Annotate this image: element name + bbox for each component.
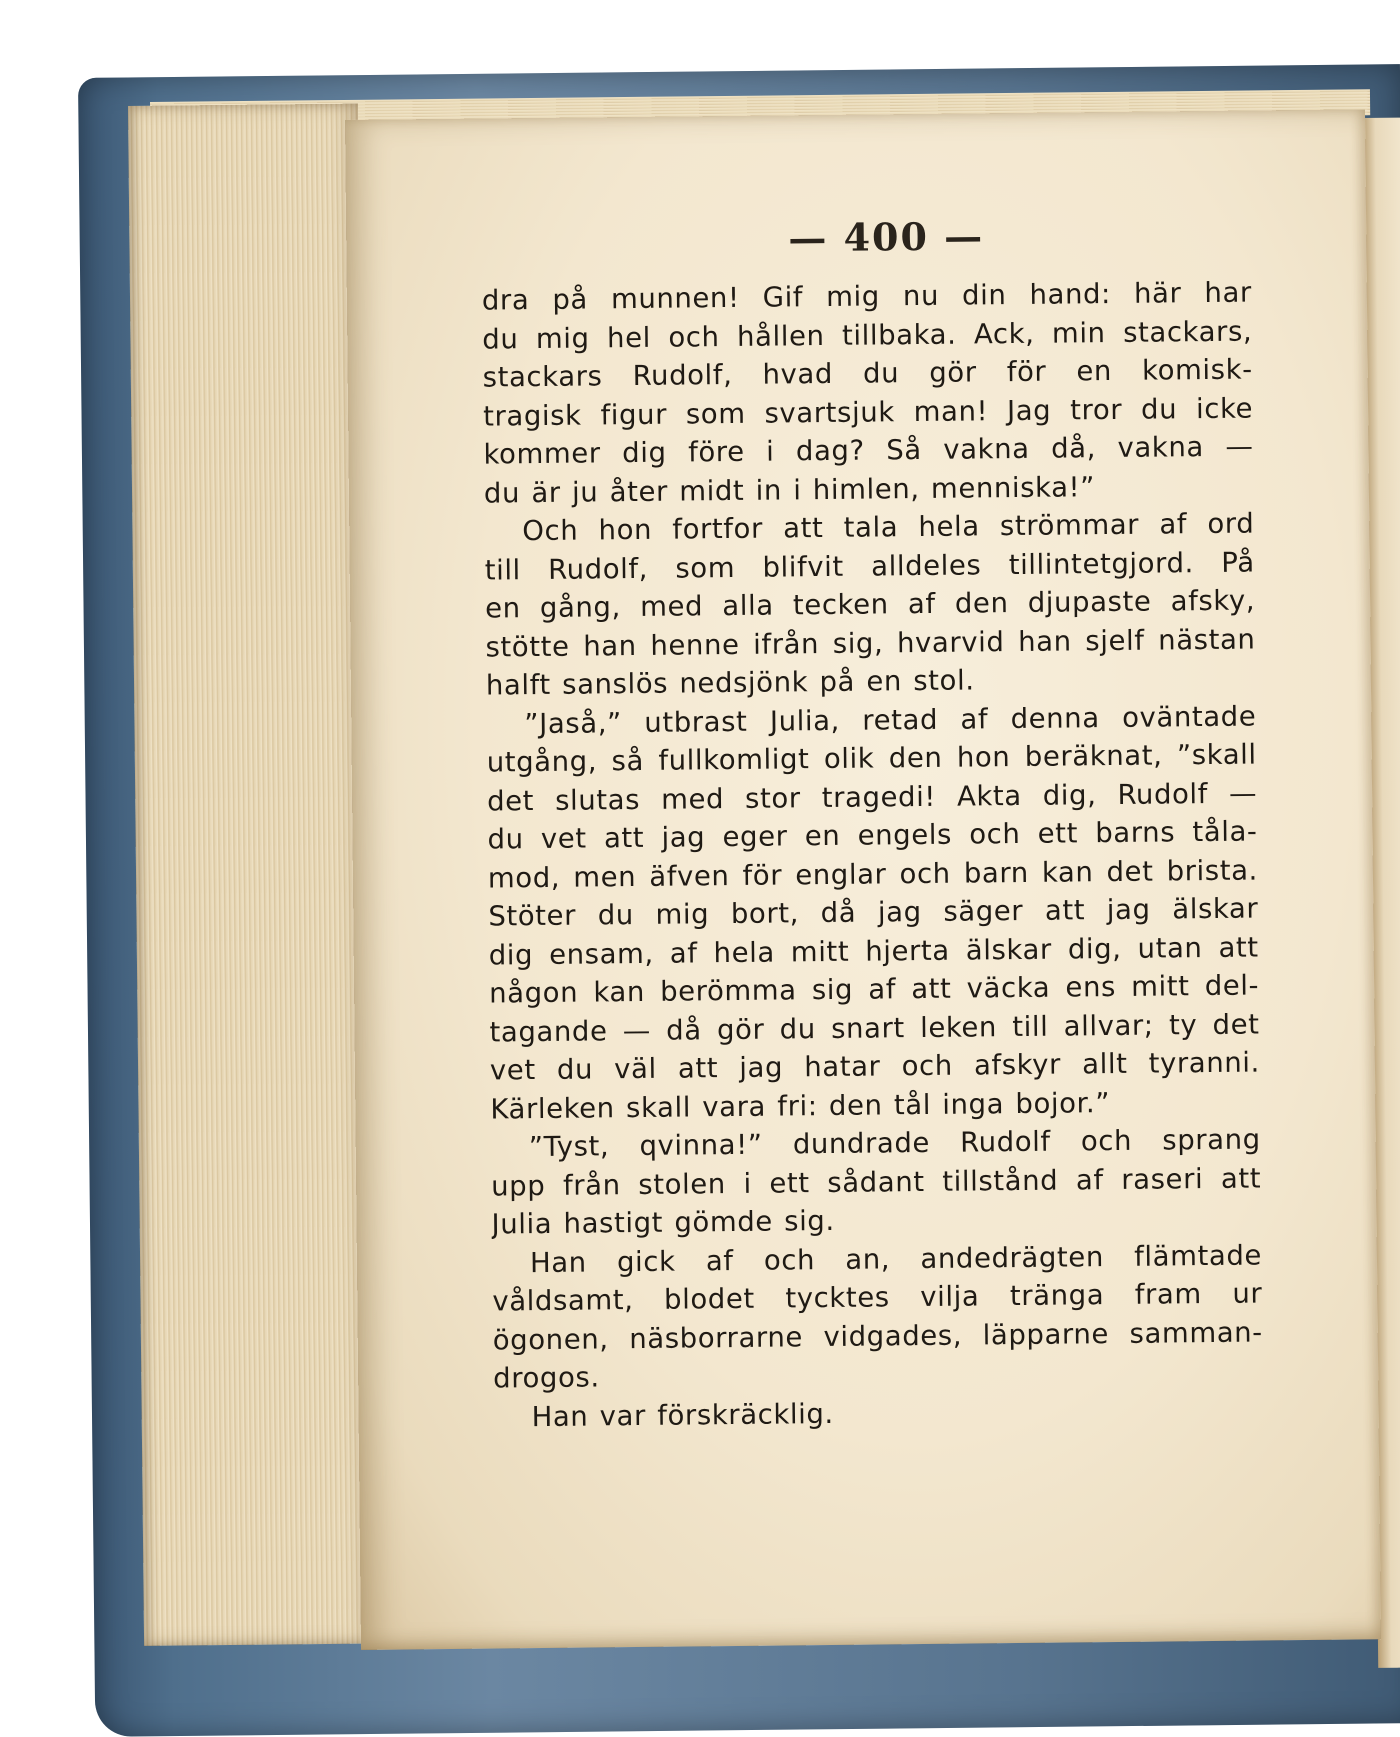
text-line: halft sanslös nedsjönk på en stol. bbox=[485, 664, 975, 702]
page-number: — 400 — bbox=[788, 213, 985, 261]
text-line: Och hon fortfor att tala hela strömmar af ord bbox=[522, 507, 1255, 548]
text-line: ”Tyst, qvinna!” dundrade Rudolf och sprang bbox=[528, 1123, 1261, 1164]
text-line: drogos. bbox=[493, 1361, 600, 1395]
text-line: upp från stolen i ett sådant tillstånd af raseri att bbox=[491, 1161, 1262, 1203]
text-line: Julia hastigt gömde sig. bbox=[491, 1204, 835, 1241]
text-line: dra på munnen! Gif mig nu din hand: här har bbox=[481, 276, 1253, 317]
text-line: Stöter du mig bort, då jag säger att jag älskar bbox=[488, 892, 1259, 933]
text-line: mod, men äfven för englar och barn kan det brista. bbox=[487, 853, 1259, 895]
text-line: Han var förskräcklig. bbox=[531, 1397, 834, 1433]
page-text-block bbox=[481, 211, 1264, 1437]
text-line: du mig hel och hållen tillbaka. Ack, min stackars, bbox=[482, 315, 1253, 356]
text-line: vet du väl att jag hatar och afskyr allt tyranni. bbox=[489, 1046, 1261, 1087]
text-line: dig ensam, af hela mitt hjerta älskar dig, utan att bbox=[488, 930, 1259, 972]
text-line: det slutas med stor tragedi! Akta dig, Rudolf — bbox=[486, 776, 1258, 818]
text-line: en gång, med alla tecken af den djupaste afsky, bbox=[484, 584, 1256, 625]
text-line: Han gick af och an, andedrägten flämtade bbox=[529, 1238, 1263, 1279]
text-line: du är ju åter midt in i himlen, menniska!” bbox=[483, 470, 1096, 510]
text-line: du vet att jag eger en engels och ett barns tåla- bbox=[487, 815, 1258, 856]
text-line: ”Jaså,” utbrast Julia, retad af denna oväntade bbox=[524, 699, 1257, 740]
text-line: tragisk figur som svartsjuk man! Jag tror du icke bbox=[482, 392, 1254, 433]
text-line: till Rudolf, som blifvit alldeles tillintetgjord. På bbox=[484, 545, 1255, 587]
page-edges-left bbox=[128, 104, 374, 1646]
text-line: våldsamt, blodet tycktes vilja tränga fram ur bbox=[492, 1277, 1263, 1318]
page-body bbox=[482, 274, 1264, 1437]
book-page bbox=[345, 109, 1381, 1650]
text-line: stötte han henne ifrån sig, hvarvid han sjelf nästan bbox=[485, 622, 1256, 664]
text-line: tagande — då gör du snart leken till allvar; ty det bbox=[489, 1007, 1260, 1049]
text-line: Kärleken skall vara fri: den tål inga bojor.” bbox=[490, 1086, 1111, 1126]
text-line: utgång, så fullkomligt olik den hon beräknat, ”skall bbox=[486, 738, 1257, 779]
text-line: ögonen, näsborrarne vidgades, läpparne samman- bbox=[492, 1315, 1263, 1357]
text-line: kommer dig före i dag? Så vakna då, vakna — bbox=[483, 430, 1254, 471]
text-line: stackars Rudolf, hvad du gör för en komisk- bbox=[482, 353, 1253, 394]
text-line: någon kan berömma sig af att väcka ens mitt del- bbox=[488, 969, 1260, 1010]
